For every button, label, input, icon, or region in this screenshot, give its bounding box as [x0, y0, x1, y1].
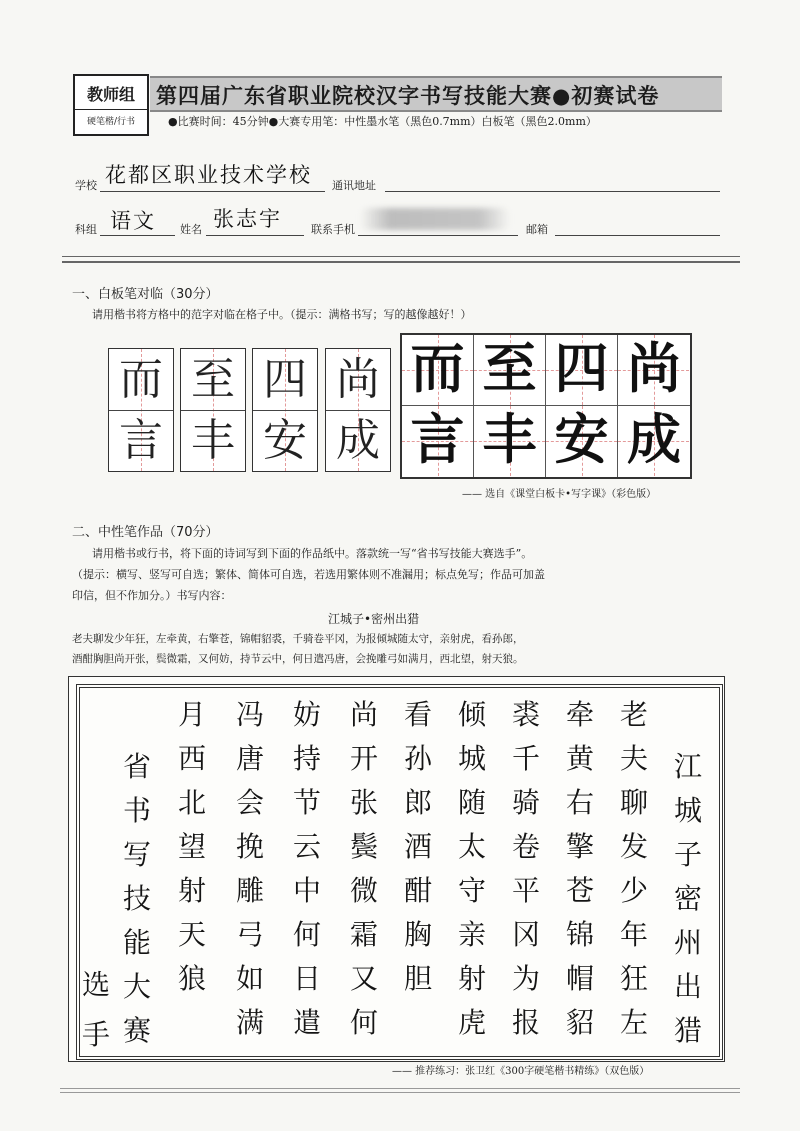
- work-character: 貂: [565, 1006, 594, 1039]
- work-character: 锦: [565, 918, 594, 951]
- work-character: 月: [177, 698, 206, 731]
- exam-subtitle: ●比赛时间：45分钟●大赛专用笔：中性墨水笔（黑色0.7mm）白板笔（黑色2.0mm）: [168, 115, 597, 128]
- work-character: 黄: [565, 742, 594, 775]
- email-label: 邮箱: [526, 223, 548, 236]
- guide-line: [181, 410, 245, 411]
- group-name: 教师组: [86, 85, 135, 104]
- work-character: 城: [673, 794, 702, 827]
- work-character: 骑: [511, 786, 540, 819]
- school-underline: [100, 190, 325, 192]
- work-character: 江: [673, 750, 702, 783]
- copied-character: 成: [336, 415, 380, 466]
- work-character: 省: [122, 750, 151, 783]
- guide-line: [109, 410, 173, 411]
- work-character: 胸: [403, 918, 432, 951]
- work-character: 中: [292, 874, 321, 907]
- work-character: 西: [177, 742, 206, 775]
- footer-recommend: —— 推荐练习：张卫红《300字硬笔楷书精练》（双色版）: [392, 1066, 650, 1077]
- model-character: 而: [410, 337, 465, 400]
- work-character: 夫: [619, 742, 648, 775]
- work-character: 酒: [403, 830, 432, 863]
- work-character: 报: [511, 1006, 540, 1039]
- work-character: 千: [511, 742, 540, 775]
- work-character: 鬓: [349, 830, 378, 863]
- work-character: 左: [619, 1006, 648, 1039]
- work-character: 聊: [619, 786, 648, 819]
- copy-grid-box: [108, 348, 174, 472]
- poem-title: 江城子•密州出猎: [328, 612, 420, 626]
- work-character: 弓: [235, 918, 264, 951]
- copy-grid-box: [180, 348, 246, 472]
- subject-underline: [100, 234, 175, 236]
- work-character: 霜: [349, 918, 378, 951]
- copied-character: 尚: [336, 354, 380, 405]
- section1-instruction: 请用楷书将方格中的范字对临在格子中。（提示：满格书写；写的越像越好！）: [92, 308, 472, 321]
- copied-character: 安: [263, 415, 307, 466]
- work-character: 密: [673, 882, 702, 915]
- title-bar: [150, 76, 722, 112]
- work-character: 冈: [511, 918, 540, 951]
- name-label: 姓名: [180, 223, 202, 236]
- name-value: 张志宇: [213, 207, 282, 231]
- school-value: 花都区职业技术学校: [105, 163, 312, 187]
- copy-grid-box: [252, 348, 318, 472]
- work-character: 遣: [292, 1006, 321, 1039]
- model-cell: [546, 335, 618, 406]
- work-character: 老: [619, 698, 648, 731]
- work-character: 少: [619, 874, 648, 907]
- work-character: 胆: [403, 962, 432, 995]
- work-character: 云: [292, 830, 321, 863]
- work-character: 酣: [403, 874, 432, 907]
- guide-line: [326, 410, 390, 411]
- work-character: 卷: [511, 830, 540, 863]
- work-character: 平: [511, 874, 540, 907]
- model-character: 尚: [627, 337, 681, 400]
- address-underline: [385, 190, 720, 192]
- work-character: 城: [457, 742, 486, 775]
- model-character: 言: [410, 408, 465, 471]
- work-character: 望: [177, 830, 206, 863]
- work-character: 北: [177, 786, 206, 819]
- model-cell: [474, 406, 546, 477]
- work-character: 挽: [235, 830, 264, 863]
- copied-character: 言: [119, 415, 163, 466]
- work-character: 雕: [235, 874, 264, 907]
- subject-label: 科组: [75, 223, 97, 236]
- work-character: 如: [235, 962, 264, 995]
- section2-instruction-2: （提示：横写、竖写可自选；繁体、简体可自选，若选用繁体则不准漏用；标点免写；作品可加盖: [72, 568, 545, 581]
- model-cell: [474, 335, 546, 406]
- work-character: 看: [403, 698, 432, 731]
- work-character: 孙: [403, 742, 432, 775]
- work-character: 何: [349, 1006, 378, 1039]
- section2-instruction-1: 请用楷书或行书，将下面的诗词写到下面的作品纸中。落款统一写“省书写技能大赛选手”。: [92, 547, 533, 560]
- email-underline: [555, 234, 720, 236]
- work-character: 子: [673, 838, 702, 871]
- work-character: 张: [349, 786, 378, 819]
- work-character: 赛: [122, 1014, 151, 1047]
- model-character: 至: [482, 337, 537, 400]
- section1-source: —— 选自《课堂白板卡•写字课》（彩色版）: [462, 489, 657, 500]
- work-character: 发: [619, 830, 648, 863]
- model-character-grid: [400, 333, 692, 479]
- work-character: 虎: [457, 1006, 486, 1039]
- group-badge: [73, 74, 149, 136]
- model-character: 成: [627, 408, 681, 471]
- work-character: 出: [673, 970, 702, 1003]
- header-divider: [62, 256, 740, 263]
- work-character: 狼: [177, 962, 206, 995]
- work-character: 年: [619, 918, 648, 951]
- address-label: 通讯地址: [332, 179, 376, 192]
- footer-rule: [60, 1088, 740, 1093]
- work-character: 妨: [292, 698, 321, 731]
- exam-title: 第四届广东省职业院校汉字书写技能大赛●初赛试卷: [156, 84, 660, 108]
- model-cell: [618, 406, 690, 477]
- subject-value: 语文: [110, 209, 156, 233]
- work-character: 右: [565, 786, 594, 819]
- work-character: 裘: [511, 698, 540, 731]
- section2-heading: 二、中性笔作品（70分）: [72, 525, 219, 540]
- work-character: 随: [457, 786, 486, 819]
- work-character: 唐: [235, 742, 264, 775]
- group-subtitle: 硬笔楷/行书: [75, 109, 147, 127]
- work-character: 开: [349, 742, 378, 775]
- work-character: 射: [457, 962, 486, 995]
- work-character: 何: [292, 918, 321, 951]
- poem-line-2: 酒酣胸胆尚开张，鬓微霜，又何妨，持节云中，何日遣冯唐，会挽雕弓如满月，西北望，射天狼。: [72, 653, 524, 665]
- phone-redacted: [360, 208, 510, 230]
- work-character: 大: [122, 970, 151, 1003]
- model-character: 丰: [482, 408, 537, 471]
- work-character: 持: [292, 742, 321, 775]
- work-character: 又: [349, 962, 378, 995]
- work-character: 会: [235, 786, 264, 819]
- work-character: 猎: [673, 1014, 702, 1047]
- model-cell: [402, 335, 474, 406]
- work-character: 帽: [565, 962, 594, 995]
- work-character: 日: [292, 962, 321, 995]
- work-character: 射: [177, 874, 206, 907]
- work-character: 州: [673, 926, 702, 959]
- work-character: 手: [81, 1018, 110, 1051]
- work-character: 书: [122, 794, 151, 827]
- copied-character: 丰: [191, 415, 235, 466]
- model-character: 安: [554, 408, 609, 471]
- work-character: 郎: [403, 786, 432, 819]
- work-character: 为: [511, 962, 540, 995]
- model-cell: [402, 406, 474, 477]
- work-character: 守: [457, 874, 486, 907]
- work-character: 冯: [235, 698, 264, 731]
- work-character: 微: [349, 874, 378, 907]
- model-cell: [618, 335, 690, 406]
- work-character: 牵: [565, 698, 594, 731]
- work-character: 倾: [457, 698, 486, 731]
- work-character: 节: [292, 786, 321, 819]
- copied-character: 而: [119, 354, 163, 405]
- work-character: 狂: [619, 962, 648, 995]
- work-character: 满: [235, 1006, 264, 1039]
- work-character: 选: [81, 968, 110, 1001]
- school-label: 学校: [75, 179, 97, 192]
- work-character: 亲: [457, 918, 486, 951]
- work-paper: [76, 684, 723, 1060]
- phone-label: 联系手机: [311, 223, 355, 236]
- phone-underline: [358, 234, 518, 236]
- section2-instruction-3: 印信，但不作加分。）书写内容：: [72, 589, 232, 602]
- poem-line-1: 老夫聊发少年狂，左牵黄，右擎苍，锦帽貂裘，千骑卷平冈，为报倾城随太守，亲射虎，看孙郎，: [72, 633, 524, 645]
- work-character: 太: [457, 830, 486, 863]
- model-cell: [546, 406, 618, 477]
- work-character: 技: [122, 882, 151, 915]
- copied-character: 四: [263, 354, 307, 405]
- section1-heading: 一、白板笔对临（30分）: [72, 287, 219, 302]
- model-character: 四: [554, 337, 609, 400]
- guide-line: [253, 410, 317, 411]
- work-character: 擎: [565, 830, 594, 863]
- work-character: 写: [122, 838, 151, 871]
- work-character: 天: [177, 918, 206, 951]
- work-character: 苍: [565, 874, 594, 907]
- work-character: 尚: [349, 698, 378, 731]
- copy-grid-box: [325, 348, 391, 472]
- copied-character: 至: [191, 354, 235, 405]
- work-character: 能: [122, 926, 151, 959]
- name-underline: [206, 234, 304, 236]
